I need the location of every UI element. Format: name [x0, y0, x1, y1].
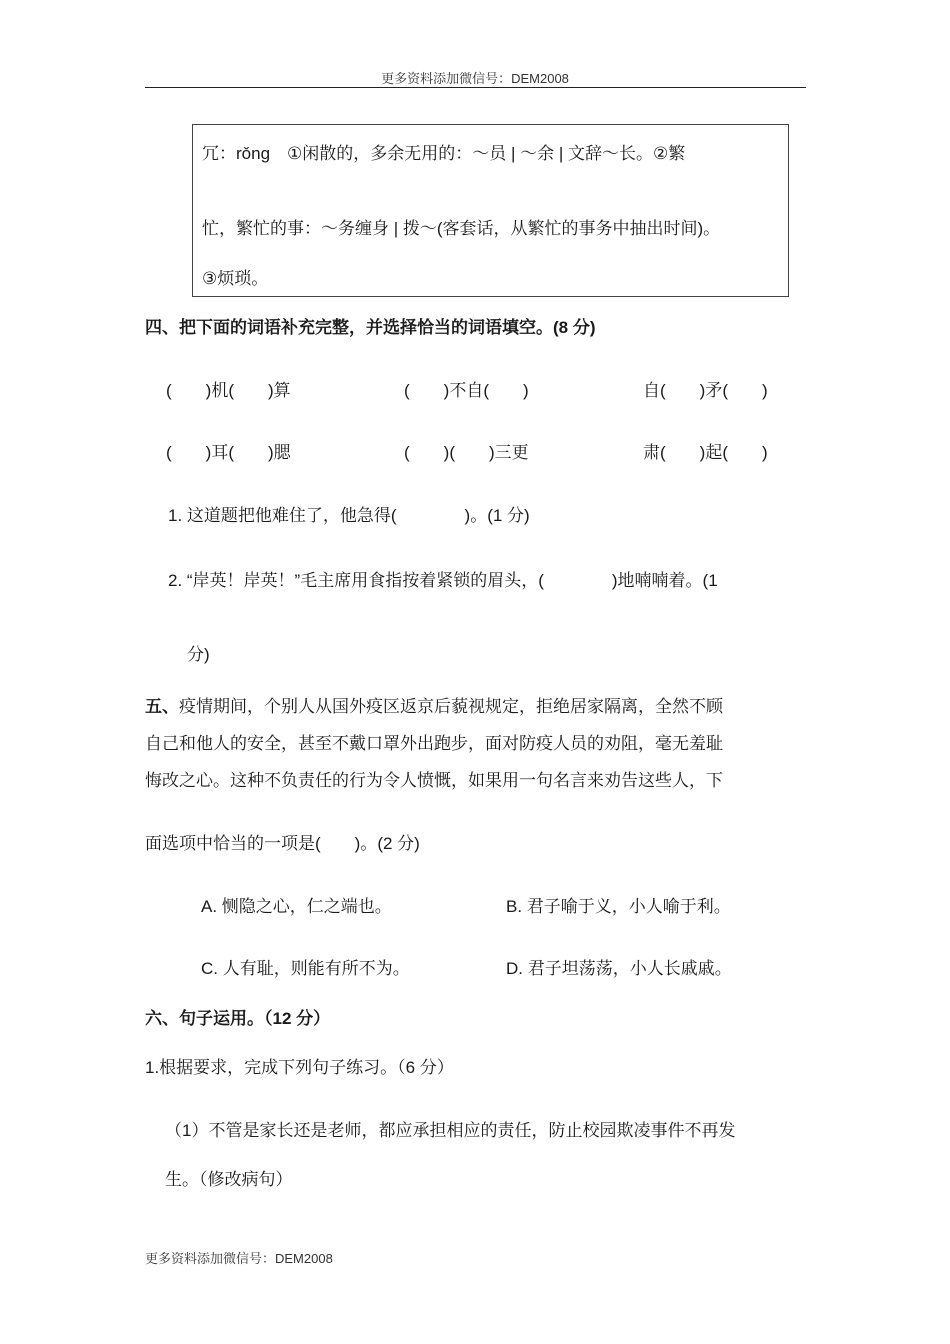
dictionary-line-2: 忙，繁忙的事：～务缠身 | 拨～(客套话，从繁忙的事务中抽出时间)。 [202, 219, 721, 238]
option-c: C. 人有耻，则能有所不为。 [201, 959, 410, 978]
section-5-line-4: 面选项中恰当的一项是( )。(2 分) [145, 834, 420, 853]
section-6-item-1-line-1: （1）不管是家长还是老师，都应承担相应的责任，防止校园欺凌事件不再发 [165, 1121, 736, 1140]
idiom-blank-6: 肃( )起( ) [643, 443, 768, 462]
idiom-blank-5: ( )( )三更 [404, 443, 529, 462]
page-header: 更多资料添加微信号：DEM2008 [381, 71, 569, 86]
idiom-blank-3: 自( )矛( ) [643, 381, 768, 400]
section-5-label: 五、 [145, 697, 179, 716]
section-6-item-1-line-2: 生。（修改病句） [165, 1170, 293, 1189]
section-5-text-1: 疫情期间，个别人从国外疫区返京后藐视规定，拒绝居家隔离，全然不顾 [179, 697, 723, 716]
question-4-1: 1. 这道题把他难住了，他急得( )。(1 分) [168, 506, 530, 525]
section-5-line-1 [145, 692, 723, 717]
idiom-blank-1: ( )机( )算 [166, 381, 291, 400]
idiom-blank-4: ( )耳( )腮 [166, 443, 291, 462]
section-6-subtitle: 1.根据要求，完成下列句子练习。（6 分） [145, 1058, 454, 1077]
dictionary-line-1: 冗：rǒng ①闲散的，多余无用的：～员 | ～余 | 文辞～长。②繁 [202, 144, 686, 163]
section-6-title: 六、句子运用。（12 分） [145, 1009, 331, 1028]
question-4-2-line-2: 分) [187, 645, 210, 664]
section-4-title: 四、把下面的词语补充完整，并选择恰当的词语填空。(8 分) [145, 318, 596, 337]
option-b: B. 君子喻于义，小人喻于利。 [506, 897, 731, 916]
question-4-2-line-1: 2. “岸英！岸英！”毛主席用食指按着紧锁的眉头，( )地喃喃着。(1 [168, 571, 718, 590]
dictionary-line-3: ③烦琐。 [202, 269, 269, 288]
header-rule [145, 87, 806, 88]
idiom-blank-2: ( )不自( ) [404, 381, 529, 400]
option-d: D. 君子坦荡荡，小人长戚戚。 [506, 959, 732, 978]
page-footer: 更多资料添加微信号：DEM2008 [145, 1251, 333, 1266]
option-a: A. 恻隐之心，仁之端也。 [201, 897, 392, 916]
section-5-line-2: 自己和他人的安全，甚至不戴口罩外出跑步，面对防疫人员的劝阻，毫无羞耻 [145, 734, 723, 753]
section-5-line-3: 悔改之心。这种不负责任的行为令人愤慨，如果用一句名言来劝告这些人，下 [145, 771, 723, 790]
